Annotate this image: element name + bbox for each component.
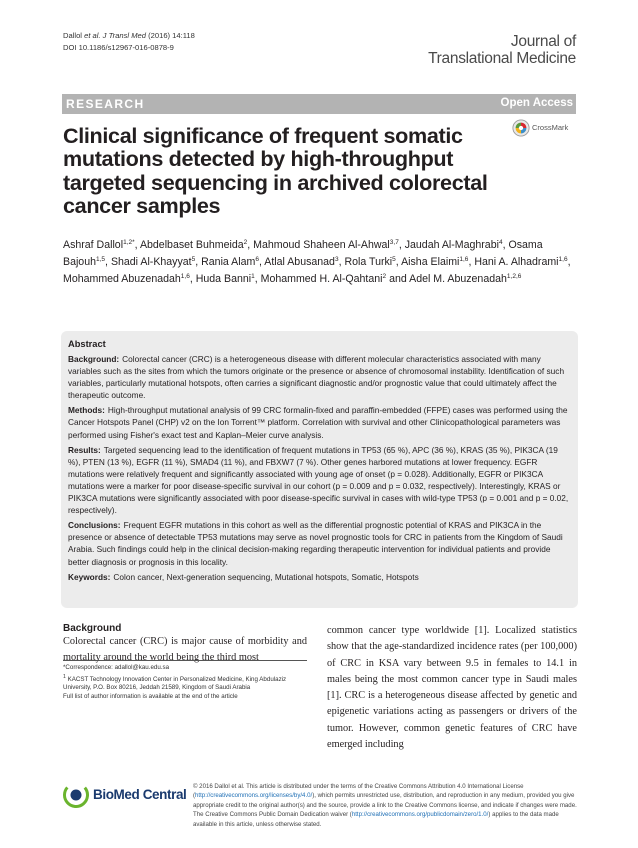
author[interactable] xyxy=(401,256,468,268)
license-part-a: © 2016 Dallol et al. This article is distributed under the terms of the Creative Commons Attribution 4.0 International License ( xyxy=(193,783,524,800)
citation-authors: Dallol xyxy=(63,31,85,40)
affiliation xyxy=(63,673,307,693)
author[interactable] xyxy=(264,256,338,268)
author[interactable] xyxy=(253,239,399,251)
author-affiliation: 1,6 xyxy=(180,273,190,280)
citation-line xyxy=(63,30,195,42)
affiliation-number: 1 xyxy=(63,673,66,680)
author-affiliation: 5 xyxy=(191,256,196,263)
abstract-conclusions xyxy=(68,519,572,567)
citation xyxy=(63,30,195,54)
doi[interactable]: DOI 10.1186/s12967-016-0878-9 xyxy=(63,43,174,52)
license-part-c: ) applies to the data made available in this article, unless otherwise stated. xyxy=(193,811,559,828)
abstract-heading: Abstract xyxy=(68,339,106,349)
footnote-divider xyxy=(63,660,307,661)
article-title: Clinical significance of frequent somatic mutations detected by high-throughput targeted sequencing in archived colorectal cancer samples xyxy=(63,123,488,218)
author-affiliation: 6 xyxy=(255,256,259,263)
abstract-methods-label: Methods: xyxy=(68,405,105,416)
article-type-banner xyxy=(62,94,576,114)
author-name: Mohammed Abuzenadah xyxy=(63,273,181,285)
author-name: Hani A. Alhadrami xyxy=(474,256,559,268)
author-name: Rania Alam xyxy=(201,256,256,268)
author[interactable] xyxy=(409,273,521,285)
author-info-note: Full list of author information is available at the end of the article xyxy=(63,693,238,701)
crossmark-label: CrossMark xyxy=(532,123,569,132)
author[interactable] xyxy=(201,256,259,268)
author-name: Adel M. Abuzenadah xyxy=(409,273,507,285)
author-affiliation: 1,2* xyxy=(123,239,135,246)
abstract-results-label: Results: xyxy=(68,444,101,455)
citation-journal: et al. J Transl Med xyxy=(84,31,147,40)
author-name: Osama Bajouh xyxy=(63,239,543,268)
abstract-background-label: Background: xyxy=(68,354,120,364)
author-name: Ashraf Dallol xyxy=(63,239,124,251)
license-text xyxy=(193,782,579,829)
author-affiliation: 1,6 xyxy=(558,256,568,263)
license-part-b: ), which permits unrestricted use, distribution, and reproduction in any medium, provided you give appropriate credit to the original author(s) and the source, provide a link to the Creative Commons license, and indicate if changes were made. The Creative Commons Public Domain Dedication waiver ( xyxy=(193,792,577,819)
author-name: Jaudah Al-Maghrabi xyxy=(404,239,499,251)
abstract-keywords xyxy=(68,571,572,583)
abstract-methods-text: High-throughput mutational analysis of 99 CRC formalin-fixed and paraffin-embedded (FFPE) cases was performed using the Cancer Hotspots Panel (CHP) v2 on the Ion Torrent™ platform. Correlation with survival and other Clinicopathological parameters was performed using Fisher's exact test and Kaplan–Meier curve analysis. xyxy=(68,405,568,440)
author[interactable] xyxy=(111,256,195,268)
correspondence: *Correspondence: adallol@kau.edu.sa xyxy=(63,664,170,671)
open-access-label: Open Access xyxy=(500,97,573,109)
abstract-methods xyxy=(68,404,572,440)
footnotes xyxy=(63,664,307,702)
abstract-results xyxy=(68,444,572,517)
author[interactable] xyxy=(140,239,247,251)
author-affiliation: 2 xyxy=(243,239,248,246)
author-name: Huda Banni xyxy=(195,273,252,285)
author-affiliation: 1,5 xyxy=(96,256,106,263)
author[interactable] xyxy=(261,273,387,285)
author-name: Aisha Elaimi xyxy=(401,256,460,268)
author[interactable] xyxy=(405,239,503,251)
abstract-conclusions-label: Conclusions: xyxy=(68,520,121,531)
publisher-name: BioMed Central xyxy=(93,787,187,802)
abstract-keywords-label: Keywords: xyxy=(68,571,111,582)
section-heading-background: Background xyxy=(63,623,122,634)
author-name: Abdelbaset Buhmeida xyxy=(139,239,244,251)
journal-name-line2: Translational Medicine xyxy=(428,50,576,67)
author-affiliation: 3,7 xyxy=(389,239,399,246)
author[interactable] xyxy=(344,256,395,268)
author[interactable] xyxy=(196,273,255,285)
body-column-right xyxy=(327,623,577,753)
author-name: Rola Turki xyxy=(344,256,393,268)
abstract-keywords-text: Colon cancer, Next-generation sequencing, Mutational hotspots, Somatic, Hotspots xyxy=(113,571,419,582)
author-affiliation: 1,2,6 xyxy=(506,273,522,280)
author-name: Mahmoud Shaheen Al-Ahwal xyxy=(253,239,390,251)
author[interactable] xyxy=(63,273,190,285)
body-paragraph-continued: common cancer type worldwide [1]. Localized statistics show that the age-standardized incidence rates (per 100,000) of CRC in KSA vary between 9.5 in females to 14.1 in males being the most common cancer type in Saudi males [1]. CRC is a heterogeneous disease affected by genetic and epigenetic variations acting as passengers or drivers of the tumor. However, common genetic features of CRC have emerged including xyxy=(327,625,577,751)
author-affiliation: 5 xyxy=(392,256,396,263)
author-affiliation: 2 xyxy=(382,273,387,280)
author-list: Ashraf Dallol$^{1,2*}$, Abdelbaset Buhmeida$^2$, Mahmoud Shaheen Al-Ahwal$^{3,7}$, Jaudah Al-Maghrabi$^4$, Osama Bajouh$^{1,5}$, Shadi Al-Khayyat$^5$, Rania Alam$^6$, Atlal Abusanad$^3$, Rola Turki$^5$, Aisha Elaimi$^{1,6}$, Hani A. Alhadrami$^{1,6}$, Mohammed Abuzenadah$^{1,6}$, Huda Banni$^1$, Mohammed H. Al-Qahtani$^2$ and Adel M. Abuzenadah$^{1,2,6}$ xyxy=(63,239,571,285)
abstract-conclusions-text: Frequent EGFR mutations in this cohort as well as the differential prognostic potential of KRAS and PIK3CA in the presence or absence of detectable TP53 mutations may serve as novel prognostic tools for CRC in patients from the Kingdom of Saudi Arabia. Such findings could help in the clinical decision-making regarding therapeutic intervention for individual patients and provide better diagnosis or prognosis in this locality. xyxy=(68,520,563,567)
author-affiliation: 1 xyxy=(251,273,255,280)
abstract-box xyxy=(61,331,578,608)
author-affiliation: 4 xyxy=(498,239,503,246)
body-paragraph: Colorectal cancer (CRC) is major cause of morbidity and mortality around the world being the third most xyxy=(63,636,307,664)
abstract-results-text: Targeted sequencing lead to the identification of frequent mutations in TP53 (65 %), APC (36 %), KRAS (35 %), PIK3CA (19 %), PTEN (13 %), EGFR (11 %), SMAD4 (11 %), and FBXW7 (7 %). Other genes harbored mutations at lower frequency. EGFR mutations were relatively frequent and significantly associated with young age of onset (p = 0.028). Additionally, EGFR or PIK3CA mutations were a marker for poor disease-specific survival in our cohort (p = 0.009 and p = 0.032, respectively). Interestingly, KRAS or PIK3CA mutations were significantly associated with poor disease-specific survival in cases with wild-type TP53 (p = 0.001 and p = 0.02, respectively). xyxy=(68,444,569,516)
author-affiliation: 3 xyxy=(334,256,339,263)
journal-name-line1: Journal of xyxy=(510,33,576,50)
author[interactable] xyxy=(474,256,567,268)
article-type: RESEARCH xyxy=(66,97,145,111)
license-link-cc-by[interactable]: http://creativecommons.org/licenses/by/4.0/ xyxy=(195,792,313,800)
author-name: Atlal Abusanad xyxy=(264,256,335,268)
author-affiliation: 1,6 xyxy=(459,256,469,263)
abstract-background xyxy=(68,353,572,401)
author[interactable] xyxy=(63,239,135,251)
citation-volume: (2016) 14:118 xyxy=(146,31,195,40)
biomed-central-icon xyxy=(63,782,89,808)
author-name: Mohammed H. Al-Qahtani xyxy=(260,273,383,285)
affiliation-text: KACST Technology Innovation Center in Personalized Medicine, King Abdulaziz University, P.O. Box 80216, Jeddah 21589, Kingdom of Saudi Arabia xyxy=(63,675,287,692)
biomed-central-logo xyxy=(63,782,193,808)
abstract-background-text: Colorectal cancer (CRC) is a heterogeneous disease with different molecular characteristics associated with many variables such as the sites from which the tumors originate or the presence or absence of chromosomal instability. Identification of such variables, particularly mutational hotspots, often carries a significant diagnostic and/or prognostic value that could ultimately affect the therapeutic outcome. xyxy=(68,354,565,401)
journal-name xyxy=(428,33,576,67)
license-link-cc0[interactable]: http://creativecommons.org/publicdomain/zero/1.0/ xyxy=(351,811,489,819)
author-name: Shadi Al-Khayyat xyxy=(110,256,192,268)
